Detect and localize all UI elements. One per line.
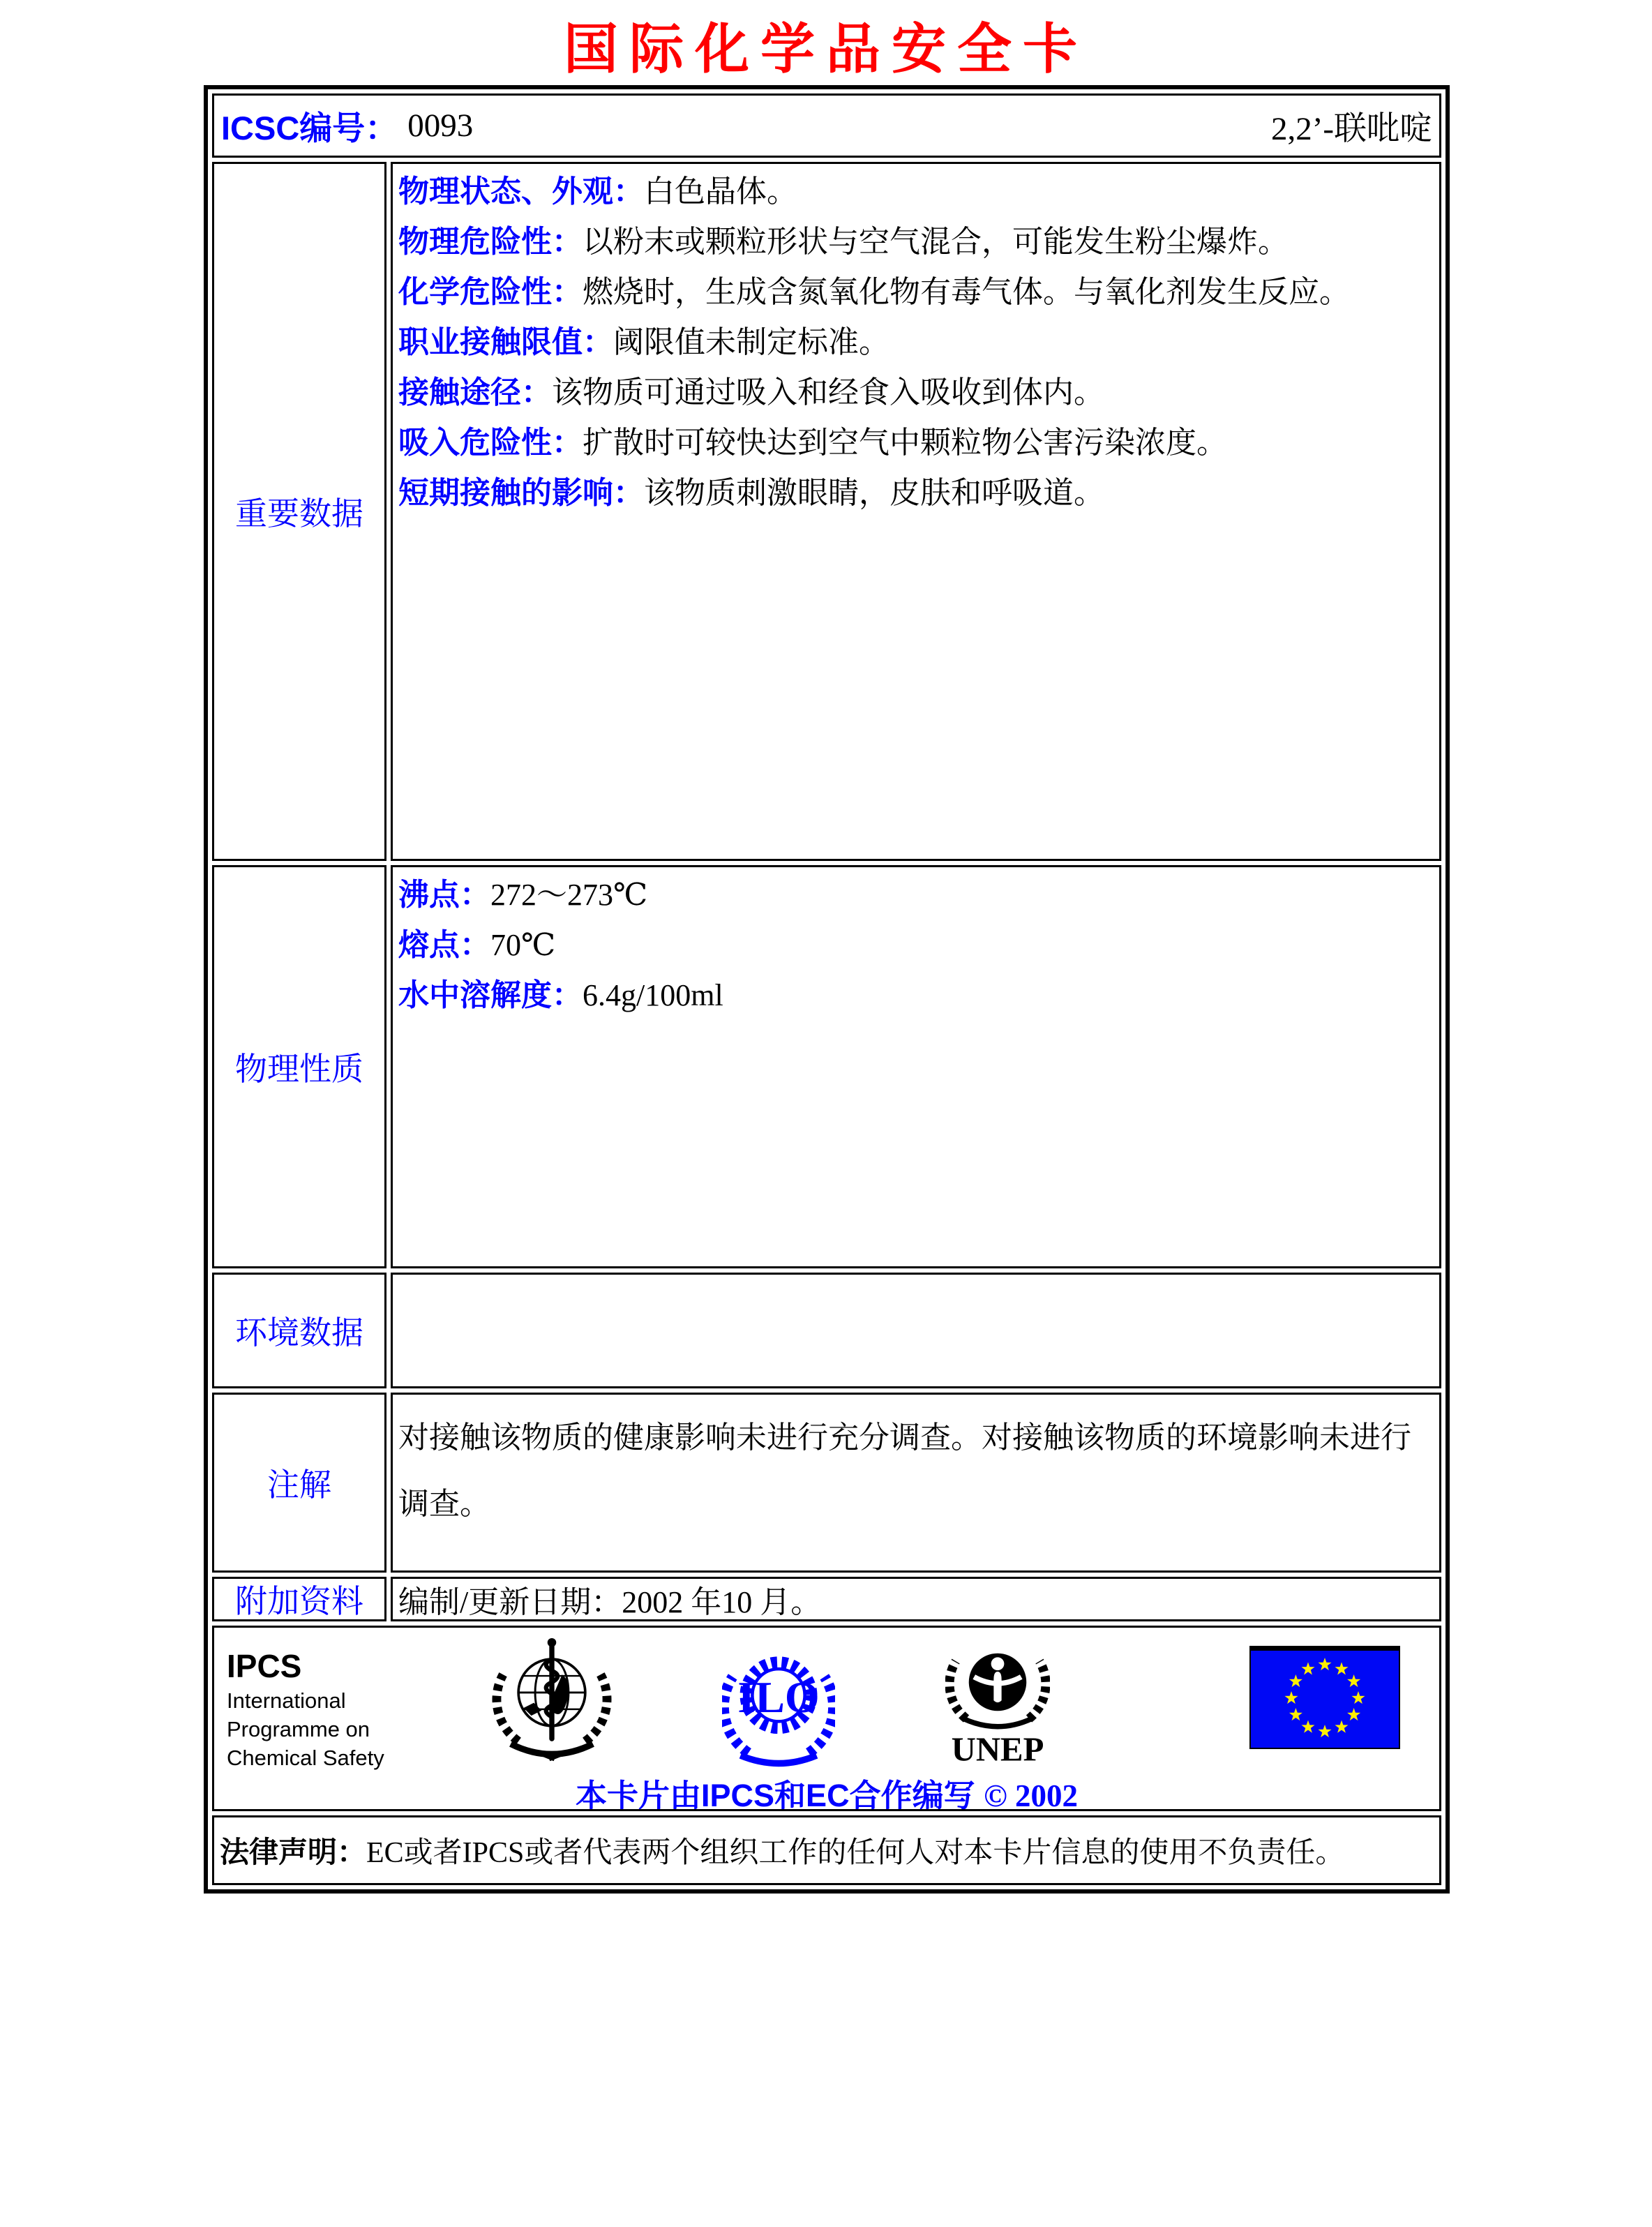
ipcs-line: Chemical Safety	[227, 1746, 384, 1770]
item-value: 该物质刺激眼睛，皮肤和呼吸道。	[644, 476, 1104, 510]
important-data-item	[398, 418, 1434, 468]
item-value: 白色晶体。	[644, 174, 797, 209]
physical-property-item	[398, 920, 1434, 970]
important-data-item	[398, 317, 1434, 368]
notes-paragraph: 对接触该物质的健康影响未进行充分调查。对接触该物质的环境影响未进行调查。	[398, 1420, 1411, 1521]
important-data-item	[398, 267, 1434, 317]
icsc-number-value: 0093	[407, 107, 474, 144]
important-data-item	[398, 167, 1434, 217]
section-content-additional-info	[391, 1577, 1441, 1621]
item-label: 短期接触的影响：	[398, 476, 644, 510]
update-date-value: 2002 年10 月。	[622, 1585, 822, 1619]
important-data-item	[398, 368, 1434, 418]
unep-label: UNEP	[951, 1730, 1044, 1769]
header-row	[212, 93, 1441, 158]
section-label-additional-info: 附加资料	[212, 1577, 386, 1621]
physical-property-item	[398, 970, 1434, 1021]
footer-caption	[218, 1770, 1435, 1811]
section-label-environmental-data: 环境数据	[212, 1273, 386, 1388]
item-value: 272～273℃	[490, 878, 648, 912]
important-data-item	[398, 468, 1434, 518]
icsc-card-table	[204, 85, 1450, 1894]
section-label-important-data: 重要数据	[212, 162, 386, 861]
copyright-text: © 2002	[984, 1778, 1078, 1811]
item-value: 该物质可通过吸入和经食入吸收到体内。	[552, 375, 1104, 410]
item-label: 水中溶解度：	[398, 978, 583, 1012]
item-label: 物理状态、外观：	[398, 174, 644, 209]
important-data-item	[398, 217, 1434, 267]
item-value: 燃烧时，生成含氮氧化物有毒气体。与氧化剂发生反应。	[583, 275, 1350, 309]
ipcs-line: International	[227, 1688, 346, 1713]
chemical-name: 2,2’-联吡啶	[1270, 110, 1432, 147]
footer-row	[212, 1626, 1441, 1811]
caption-text: 本卡片由IPCS和EC合作编写	[576, 1778, 975, 1811]
item-value: 6.4g/100ml	[583, 978, 723, 1012]
logo-row	[218, 1633, 1435, 1770]
item-label: 职业接触限值：	[398, 325, 613, 359]
section-label-notes: 注解	[212, 1393, 386, 1573]
svg-text:ILO: ILO	[737, 1672, 820, 1723]
section-content-physical-properties	[391, 865, 1441, 1268]
ilo-logo-icon	[722, 1637, 835, 1769]
legal-label: 法律声明：	[220, 1836, 367, 1868]
icsc-number-group	[221, 103, 473, 149]
legal-text: EC或者IPCS或者代表两个组织工作的任何人对本卡片信息的使用不负责任。	[366, 1837, 1345, 1869]
ipcs-line: Programme on	[227, 1717, 370, 1741]
item-label: 接触途径：	[398, 375, 552, 410]
ipcs-acronym: IPCS	[227, 1648, 302, 1684]
ipcs-text-block	[227, 1633, 415, 1772]
eu-flag-icon	[1249, 1646, 1400, 1749]
section-content-notes	[391, 1393, 1441, 1573]
item-label: 物理危险性：	[398, 225, 583, 259]
section-content-environmental-data	[391, 1273, 1441, 1388]
item-label: 吸入危险性：	[398, 426, 583, 460]
item-label: 熔点：	[398, 928, 490, 962]
item-value: 以粉末或颗粒形状与空气混合，可能发生粉尘爆炸。	[583, 225, 1289, 259]
icsc-number-label: ICSC编号：	[221, 109, 398, 147]
item-value: 阈限值未制定标准。	[613, 325, 889, 359]
section-content-important-data	[391, 162, 1441, 861]
legal-row	[212, 1815, 1441, 1885]
additional-info-line	[398, 1582, 1434, 1617]
item-label: 化学危险性：	[398, 275, 583, 309]
page-title: 国际化学品安全卡	[563, 18, 1088, 80]
unep-logo-icon	[945, 1637, 1050, 1769]
physical-property-item	[398, 870, 1434, 920]
section-label-physical-properties: 物理性质	[212, 865, 386, 1268]
update-date-label: 编制/更新日期：	[398, 1585, 622, 1619]
who-logo-icon	[488, 1636, 616, 1764]
item-label: 沸点：	[398, 878, 490, 912]
item-value: 扩散时可较快达到空气中颗粒物公害污染浓度。	[583, 426, 1227, 460]
item-value: 70℃	[490, 928, 556, 962]
